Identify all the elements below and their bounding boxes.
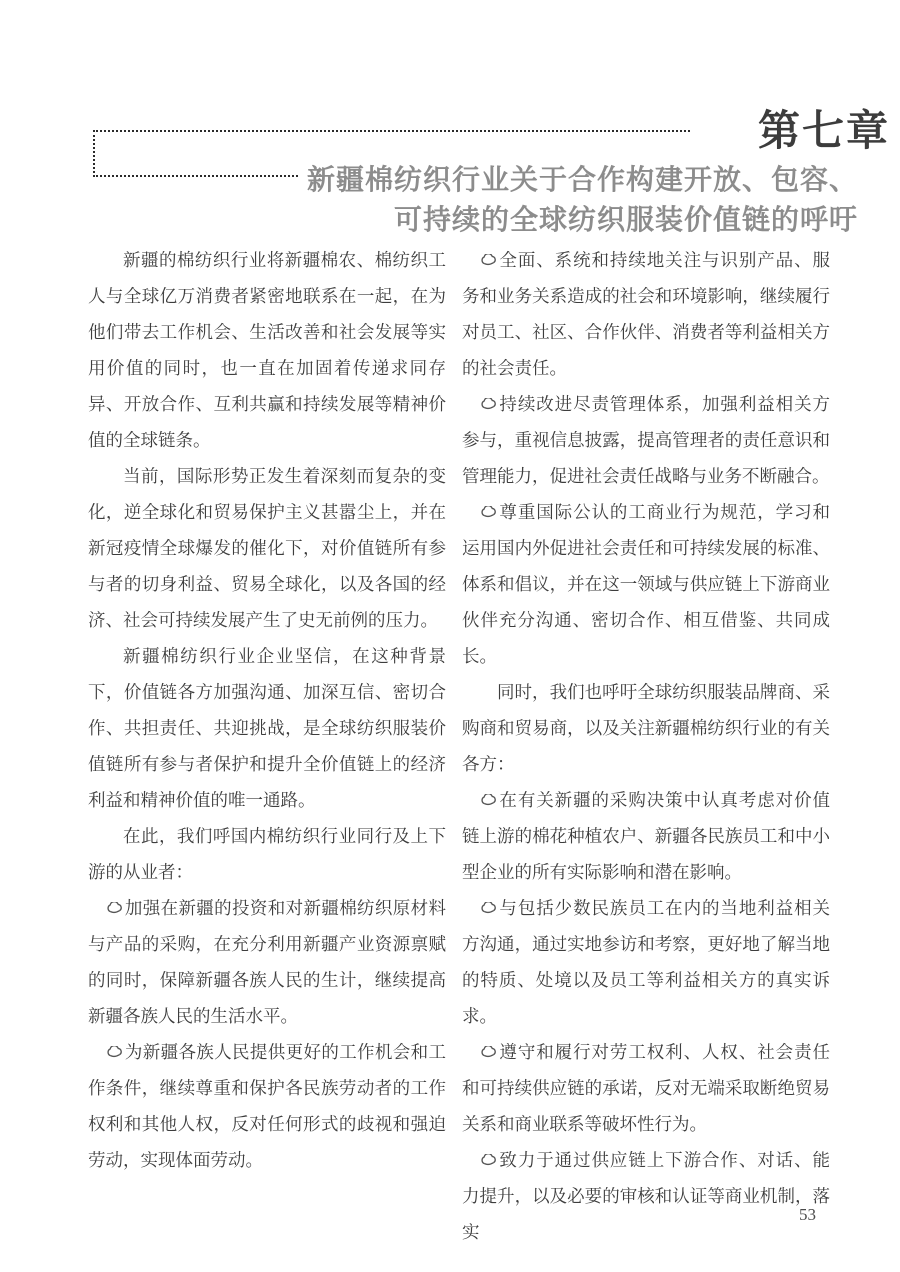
right-column (462, 242, 830, 1250)
document-title-line2: 可持续的全球纺织服装价值链的呼吁 (393, 204, 858, 235)
cotton-icon (480, 794, 498, 807)
paragraph: 新疆的棉纺织行业将新疆棉农、棉纺织工人与全球亿万消费者紧密地联系在一起，在为他们带去工作机会、生活改善和社会发展等实用价值的同时，也一直在加固着传递求同存异、开放合作、互利共赢和持续发展等精神价值的全球链条。 (88, 250, 446, 450)
bullet-item (88, 890, 446, 1034)
bullet-text: 致力于通过供应链上下游合作、对话、能力提升，以及必要的审核和认证等商业机制，落实 (462, 1150, 830, 1242)
bullet-item (462, 1034, 830, 1142)
bullet-item (462, 386, 830, 494)
cotton-icon (480, 254, 498, 267)
paragraph: 在此，我们呼国内棉纺织行业同行及上下游的从业者： (88, 826, 446, 882)
bullet-text: 与包括少数民族员工在内的当地利益相关方沟通，通过实地参访和考察，更好地了解当地的特质、处境以及员工等利益相关方的真实诉求。 (462, 898, 830, 1026)
left-column (88, 242, 446, 1178)
bullet-text: 全面、系统和持续地关注与识别产品、服务和业务关系造成的社会和环境影响，继续履行对员工、社区、合作伙伴、消费者等利益相关方的社会责任。 (462, 250, 830, 378)
page-number: 53 (799, 1205, 816, 1224)
bullet-item (462, 242, 830, 386)
bullet-text: 在有关新疆的采购决策中认真考虑对价值链上游的棉花种植农户、新疆各民族员工和中小型企业的所有实际影响和潜在影响。 (462, 790, 830, 882)
cotton-icon (480, 398, 498, 411)
dotted-line-top (93, 130, 690, 132)
bullet-item (462, 782, 830, 890)
bullet-text: 遵守和履行对劳工权利、人权、社会责任和可持续供应链的承诺，反对无端采取断绝贸易关系和商业联系等破坏性行为。 (462, 1042, 830, 1134)
document-title (307, 160, 858, 240)
bullet-item (462, 1142, 830, 1250)
bullet-item (462, 494, 830, 674)
dotted-line-left (93, 130, 95, 177)
cotton-icon (480, 902, 498, 915)
bullet-text: 持续改进尽责管理体系，加强利益相关方参与，重视信息披露，提高管理者的责任意识和管理能力，促进社会责任战略与业务不断融合。 (462, 394, 830, 486)
bullet-text: 为新疆各族人民提供更好的工作机会和工作条件，继续尊重和保护各民族劳动者的工作权利和其他人权，反对任何形式的歧视和强迫劳动，实现体面劳动。 (88, 1042, 446, 1170)
paragraph: 当前，国际形势正发生着深刻而复杂的变化，逆全球化和贸易保护主义甚嚣尘上，并在新冠疫情全球爆发的催化下，对价值链所有参与者的切身利益、贸易全球化，以及各国的经济、社会可持续发展产生了史无前例的压力。 (88, 466, 446, 630)
bullet-item (88, 1034, 446, 1178)
dotted-line-bottom (93, 175, 298, 177)
cotton-icon (106, 902, 124, 915)
chapter-heading: 第七章 (757, 107, 890, 154)
cotton-icon (480, 1154, 498, 1167)
paragraph: 新疆棉纺织行业企业坚信，在这种背景下，价值链各方加强沟通、加深互信、密切合作、共担责任、共迎挑战，是全球纺织服装价值链所有参与者保护和提升全价值链上的经济利益和精神价值的唯一通路。 (88, 646, 446, 810)
cotton-icon (106, 1046, 124, 1059)
bullet-text: 尊重国际公认的工商业行为规范，学习和运用国内外促进社会责任和可持续发展的标准、体系和倡议，并在这一领域与供应链上下游商业伙伴充分沟通、密切合作、相互借鉴、共同成长。 (462, 502, 830, 666)
paragraph: 同时，我们也呼吁全球纺织服装品牌商、采购商和贸易商，以及关注新疆棉纺织行业的有关各方： (462, 682, 830, 774)
cotton-icon (480, 506, 498, 519)
bullet-item (462, 890, 830, 1034)
bullet-text: 加强在新疆的投资和对新疆棉纺织原材料与产品的采购，在充分利用新疆产业资源禀赋的同时，保障新疆各族人民的生计，继续提高新疆各族人民的生活水平。 (88, 898, 446, 1026)
cotton-icon (480, 1046, 498, 1059)
document-title-line1: 新疆棉纺织行业关于合作构建开放、包容、 (306, 164, 858, 195)
